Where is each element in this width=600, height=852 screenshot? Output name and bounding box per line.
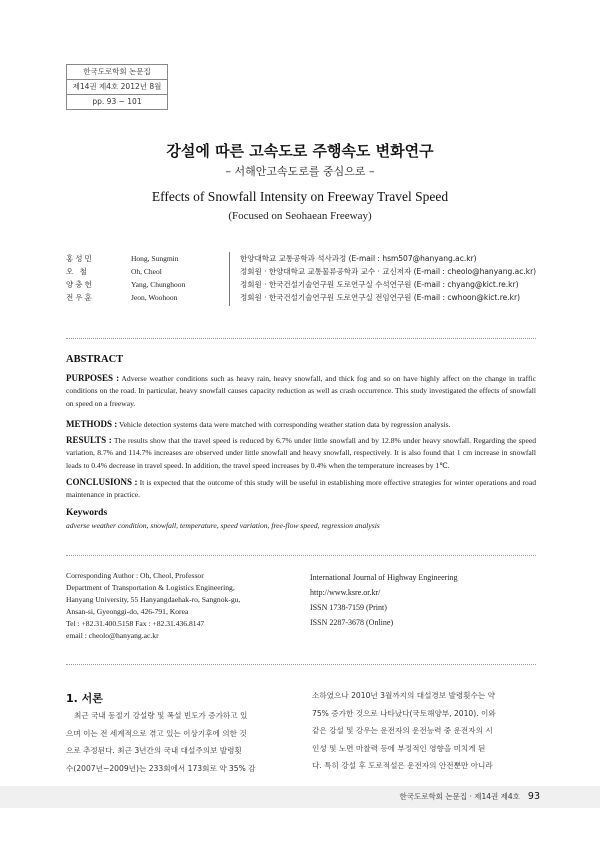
- subtitle-korean: – 서해안고속도로를 중심으로 –: [225, 165, 375, 178]
- author-name-english: Oh, Cheol: [131, 267, 162, 276]
- author-name-english: Yang, Chunghoon: [131, 280, 186, 289]
- corresponding-line: Tel : +82.31.400.5158 Fax : +82.31.436.8147: [66, 619, 205, 628]
- author-row: [66, 278, 546, 291]
- author-affiliation: 한양대학교 교통공학과 석사과정 (E-mail : hsm507@hanyang.ac.kr): [240, 254, 477, 263]
- body-line: 인성 및 노면 마찰력 등에 부정적인 영향을 미치게 된: [312, 743, 486, 753]
- methods-label: METHODS :: [66, 419, 118, 429]
- journal-line: ISSN 1738-7159 (Print): [310, 603, 387, 612]
- author-list: [66, 252, 546, 304]
- author-name-korean: 전우훈: [66, 293, 94, 302]
- body-line: 75% 증가한 것으로 나타났다(국토해양부, 2010). 이와: [312, 708, 496, 718]
- corresponding-author: [66, 570, 296, 642]
- keywords-text: adverse weather condition, snowfall, temperature, speed variation, free-flow speed, regression analysis: [66, 521, 380, 530]
- body-line: 다. 특히 강설 후 도로적설은 운전자의 안전뿐만 아니라: [312, 761, 493, 770]
- abstract-results: [66, 434, 536, 472]
- corresponding-line: Ansan-si, Gyeonggi-do, 426-791, Korea: [66, 607, 189, 616]
- body-line: 수(2007년~2009년)는 233회에서 173회로 약 35% 감: [66, 763, 256, 773]
- subtitle-english: (Focused on Seohaean Freeway): [228, 210, 372, 222]
- body-line: 소하였으나 2010년 3월까지의 대설경보 발령횟수는 약: [312, 691, 495, 700]
- journal-name: 한국도로학회 논문집: [67, 65, 167, 80]
- author-row: [66, 265, 546, 278]
- title-english: Effects of Snowfall Intensity on Freeway Travel Speed: [151, 189, 449, 204]
- author-affiliation: 정회원 · 한국건설기술연구원 도로연구실 수석연구원 (E-mail : chyang@kict.re.kr): [240, 280, 519, 289]
- author-row: [66, 252, 546, 265]
- journal-pages: pp. 93 ~ 101: [92, 97, 142, 106]
- purposes-text: Adverse weather conditions such as heavy rain, heavy snowfall, and thick fog and so on have highly affect on the change in traffic conditions on the road. In particular, heavy snowfall causes capacity reduction as well as crash occurrence. This study investigated the effects of snowfall on speed on a freeway.: [66, 374, 536, 408]
- author-name-korean: 양충헌: [66, 280, 94, 289]
- conclusions-label: CONCLUSIONS :: [66, 477, 138, 487]
- author-affiliation: 정회원 · 한양대학교 교통물류공학과 교수 · 교신저자 (E-mail : cheolo@hanyang.ac.kr): [240, 267, 537, 276]
- abstract-heading: ABSTRACT: [66, 354, 124, 365]
- body-line: 최근 국내 동절기 강설량 및 폭설 빈도가 증가하고 있: [74, 711, 248, 720]
- methods-text: Vehicle detection systems data were matched with corresponding weather station data by regression analysis.: [119, 420, 451, 429]
- journal-line: International Journal of Highway Engineering: [310, 573, 458, 582]
- corresponding-line: Corresponding Author : Oh, Cheol, Professor: [66, 571, 204, 580]
- author-name-korean: 오 철: [66, 267, 89, 276]
- results-text: The results show that the travel speed is reduced by 6.7% under little snowfall and by 12.8% under heavy snowfall. Regarding the speed variation, 8.7% and 114.7% increases are observed under little snowfall and heavy snowfall, respectively. It is also found that 1 cm increase in snowfall leads to 0.4% decrease in travel speed. In addition, the travel speed increases by 0.4% when the temperature increases by 1℃.: [66, 436, 536, 470]
- body-line: 으로 추정된다. 최근 3년간의 국내 대설주의보 발령횟: [66, 746, 242, 755]
- journal-details: [310, 570, 540, 630]
- author-affiliation: 정회원 · 한국건설기술연구원 도로연구실 전임연구원 (E-mail : cwhoon@kict.re.kr): [240, 293, 521, 302]
- body-line: 같은 강설 및 강우는 운전자의 운전능력 중 운전자의 시: [312, 726, 493, 735]
- purposes-label: PURPOSES :: [66, 373, 120, 383]
- results-label: RESULTS :: [66, 435, 112, 445]
- page-footer: [399, 791, 540, 802]
- journal-volume: 제14권 제4호 2012년 8월: [67, 80, 167, 95]
- journal-line: ISSN 2287-3678 (Online): [310, 618, 394, 627]
- page-number: 93: [527, 791, 540, 802]
- abstract-methods: [66, 418, 536, 431]
- journal-url: http://www.ksre.or.kr/: [310, 588, 381, 597]
- footer-journal: 한국도로학회 논문집 · 제14권 제4호: [399, 792, 520, 801]
- corresponding-line: email : cheolo@hanyang.ac.kr: [66, 631, 159, 640]
- abstract-conclusions: [66, 476, 536, 502]
- corresponding-line: Hanyang University, 55 Hanyangdaehak-ro, Sangnok-gu,: [66, 595, 241, 604]
- abstract-purposes: [66, 372, 536, 410]
- divider: [66, 338, 536, 339]
- journal-info-box: [66, 64, 168, 110]
- author-divider: [229, 252, 230, 306]
- divider: [66, 664, 536, 665]
- keywords-heading: Keywords: [66, 508, 108, 518]
- title-korean: 강설에 따른 고속도로 주행속도 변화연구: [166, 142, 434, 160]
- section-heading: 1. 서론: [66, 692, 103, 705]
- conclusions-text: It is expected that the outcome of this study will be useful in establishing more effective strategies for winter operations and road maintenance in practice.: [66, 478, 537, 500]
- body-column-right: [312, 687, 534, 775]
- author-row: [66, 291, 546, 304]
- corresponding-line: Department of Transportation & Logistics Engineering,: [66, 583, 235, 592]
- author-name-english: Hong, Sungmin: [131, 254, 179, 263]
- body-column-left: [66, 707, 288, 777]
- author-name-english: Jeon, Woohoon: [131, 293, 178, 302]
- body-line: 으며 이는 전 세계적으로 겪고 있는 이상기후에 의한 것: [66, 728, 247, 738]
- author-name-korean: 홍성민: [66, 254, 94, 263]
- divider: [66, 555, 536, 556]
